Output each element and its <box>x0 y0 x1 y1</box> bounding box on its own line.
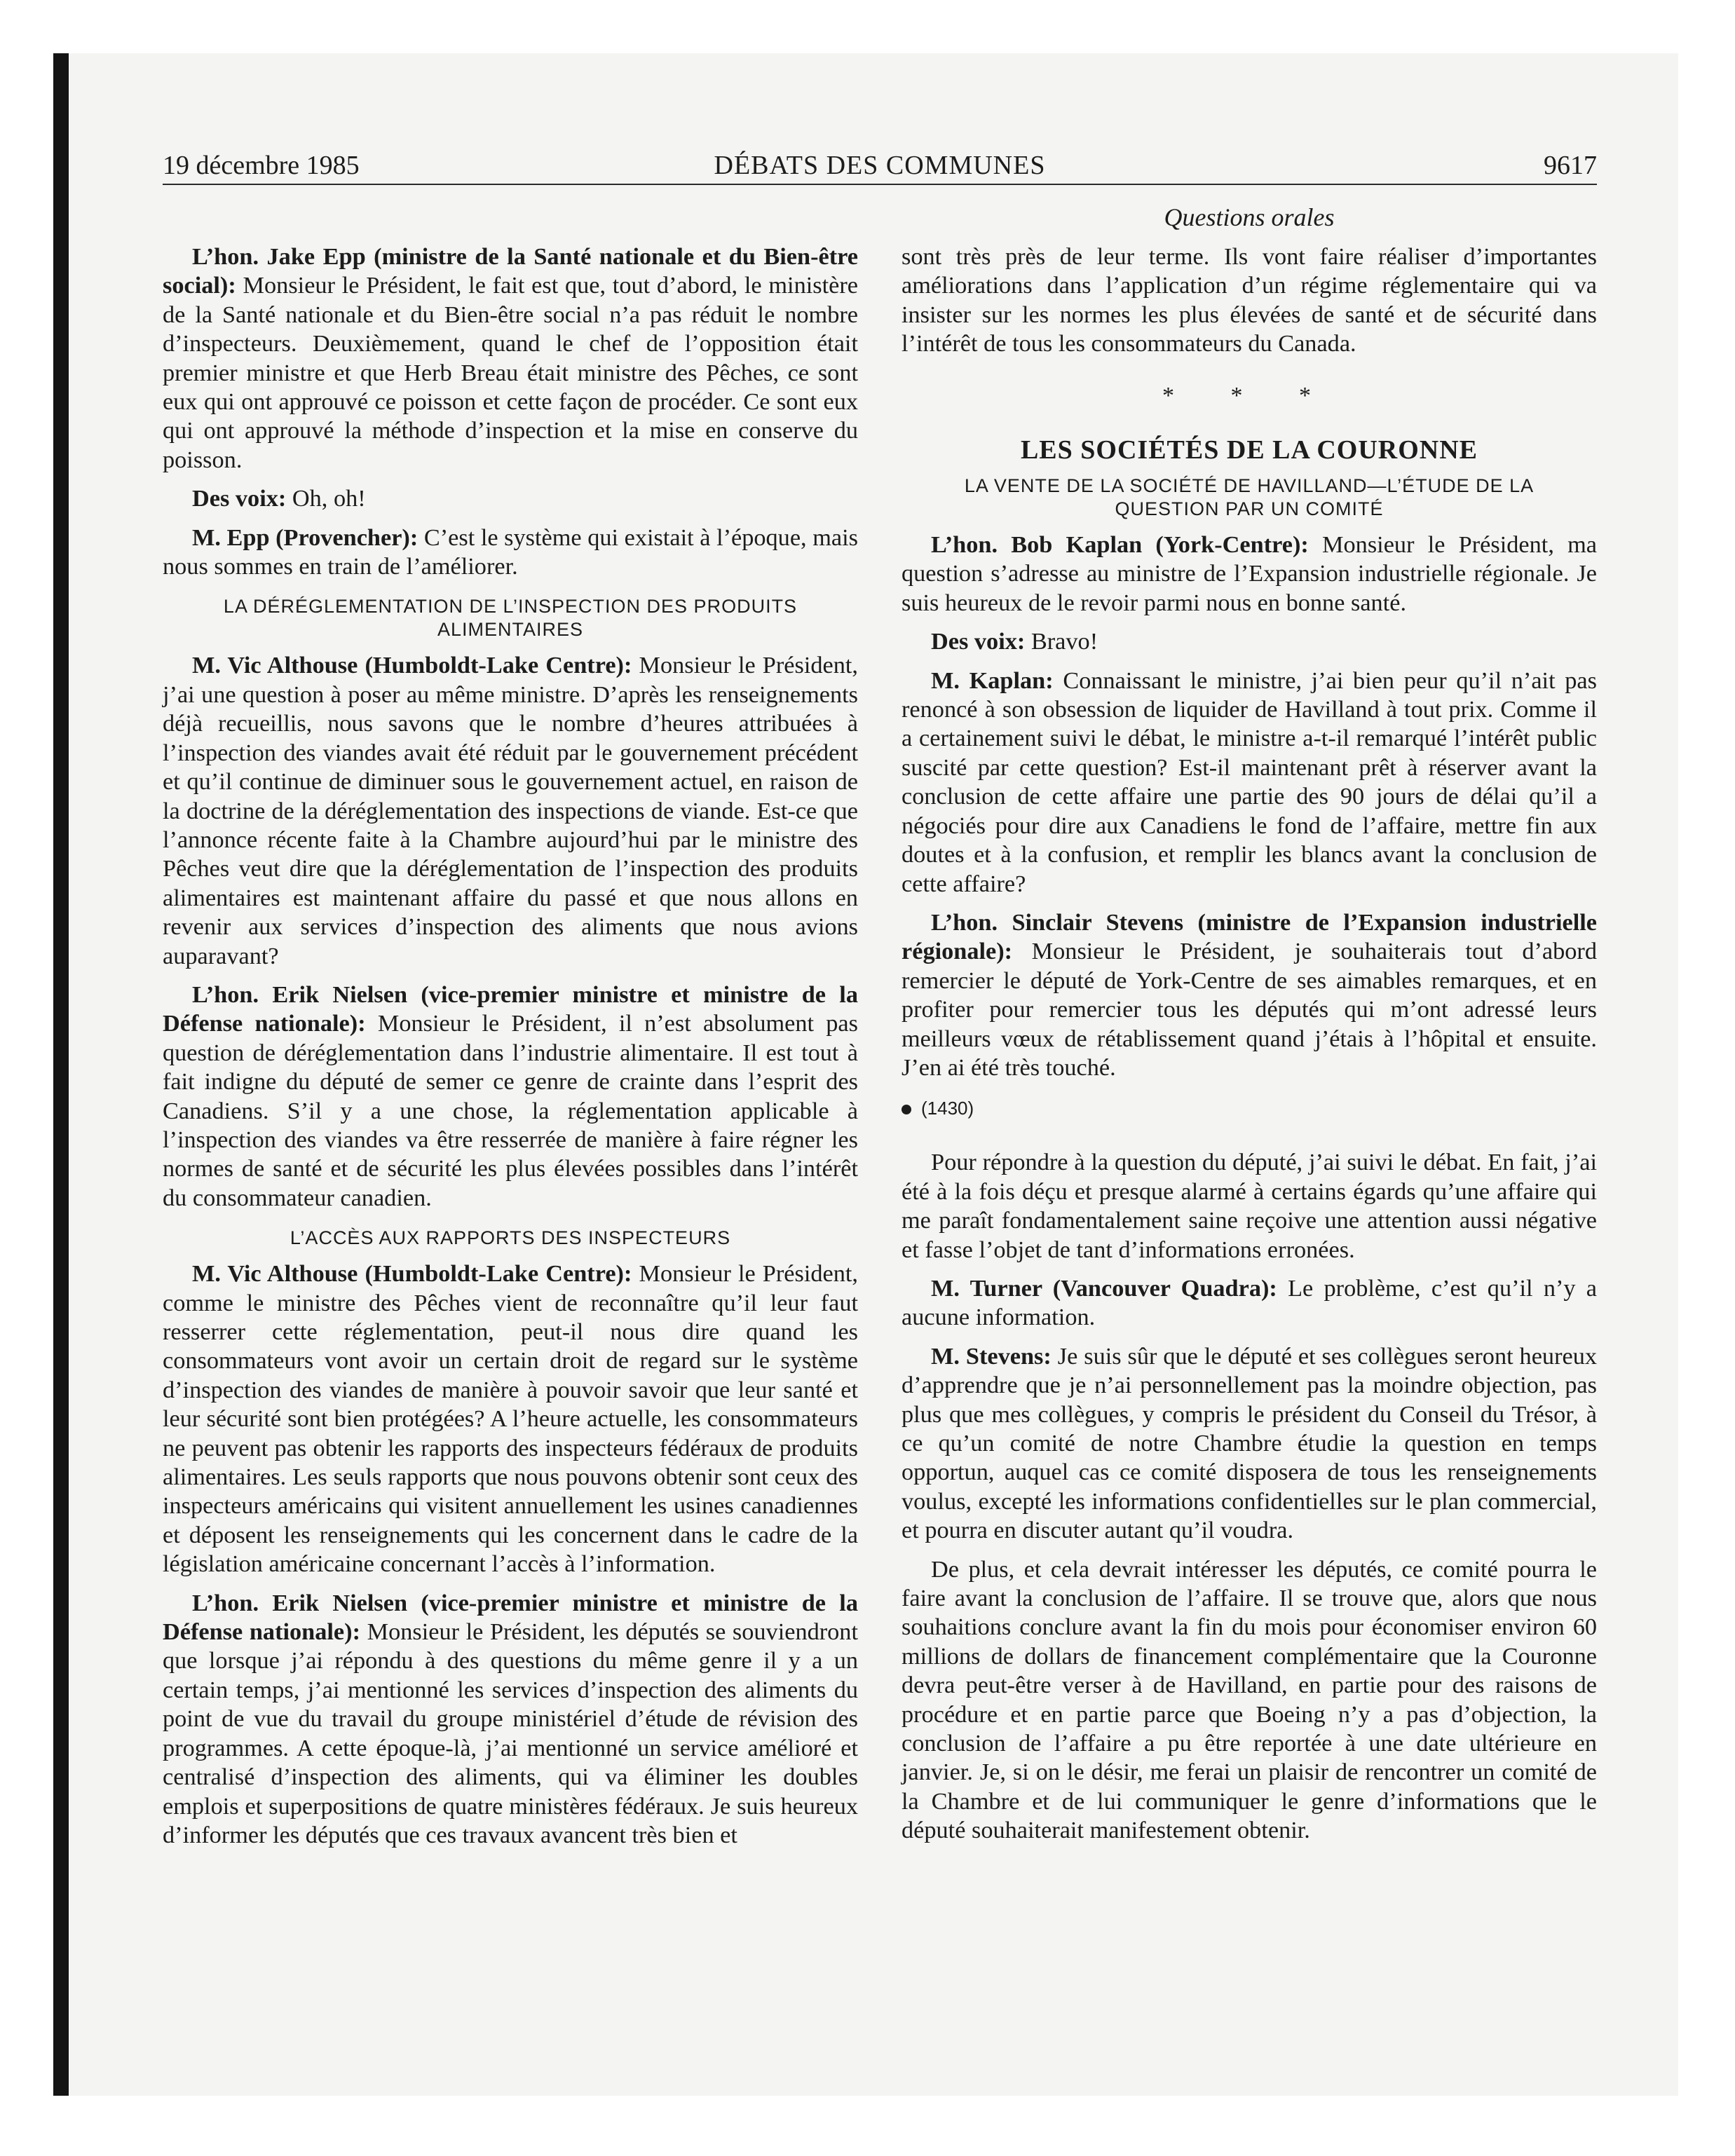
paragraph <box>163 484 858 513</box>
paragraph <box>901 1342 1597 1546</box>
running-header <box>163 147 1597 184</box>
subheading: LA DÉRÉGLEMENTATION DE L’INSPECTION DES PRODUITS ALIMENTAIRES <box>223 596 798 641</box>
speaker: M. Stevens: <box>931 1342 1052 1370</box>
speaker: Des voix: <box>192 485 287 512</box>
speech: Monsieur le Président, je souhaiterais tout d’abord remercier le député de York-Centre de ses aimables remarques, et en profiter pour remercier tous les députés qui m’ont adressé leurs meilleurs vœux de rétablissement quand j’étais à l’hôpital et ensuite. J’en ai été très touché. <box>901 938 1597 1081</box>
speech: Monsieur le Président, il n’est absolument pas question de déréglementation dans l’industrie alimentaire. Il est tout à fait indigne du député de semer ce genre de crainte dans l’esprit des Canadiens. S’il y a une chose, la réglementation applicable à l’inspection des viandes va être resserrée de manière à faire régner les normes de santé et de sécurité les plus élevées possibles dans l’intérêt du consommateur canadien. <box>163 1010 858 1211</box>
speaker: L’hon. Sinclair Stevens (ministre de l’Expansion industrielle régionale): <box>901 908 1597 965</box>
paragraph <box>901 1274 1597 1332</box>
paragraph: sont très près de leur terme. Ils vont faire réaliser d’importantes améliorations dans l’application d’un régime réglementaire qui va insister sur les normes les plus élevées de santé et de sécurité dans l’intérêt de tous les consommateurs du Canada. <box>901 243 1597 357</box>
paragraph <box>163 981 858 1213</box>
header-rule <box>163 184 1597 185</box>
section-separator: * * * <box>1162 382 1336 409</box>
speech: Oh, oh! <box>286 485 366 512</box>
speaker: L’hon. Bob Kaplan (York-Centre): <box>931 531 1309 559</box>
paragraph <box>163 1589 858 1850</box>
speaker: M. Vic Althouse (Humboldt-Lake Centre): <box>192 1260 632 1288</box>
paragraph <box>901 908 1597 1082</box>
scan-edge-shadow <box>53 53 69 2096</box>
speaker: M. Turner (Vancouver Quadra): <box>931 1274 1277 1302</box>
subheading: L’ACCÈS AUX RAPPORTS DES INSPECTEURS <box>290 1227 731 1249</box>
time-marker <box>901 1098 1597 1119</box>
bullet-dot-icon <box>901 1105 911 1114</box>
paragraph <box>163 651 858 970</box>
section-title: LES SOCIÉTÉS DE LA COURONNE <box>1020 435 1478 465</box>
time-marker-text: (1430) <box>921 1098 974 1119</box>
subheading: LA VENTE DE LA SOCIÉTÉ DE HAVILLAND—L’ÉTUDE DE LA QUESTION PAR UN COMITÉ <box>964 475 1535 520</box>
speech: Connaissant le ministre, j’ai bien peur qu’il n’ait pas renoncé à son obsession de liquider de Havilland à tout prix. Comme il a certainement suivi le débat, le ministre a-t-il remarqué l’intérêt public suscité par cette question? Est-il maintenant prêt à réserver avant la conclusion de cette affaire une partie des 90 jours de délai qu’il a négociés pour dire aux Canadiens le fond de l’affaire, mettre fin aux doutes et à la confusion, et remplir les blancs avant la conclusion de cette affaire? <box>901 667 1597 897</box>
speaker: L’hon. Erik Nielsen (vice-premier ministre et ministre de la Défense nationale): <box>163 981 858 1037</box>
header-date: 19 décembre 1985 <box>163 151 360 180</box>
speaker: M. Kaplan: <box>931 667 1054 694</box>
speaker: L’hon. Erik Nielsen (vice-premier ministre et ministre de la Défense nationale): <box>163 1589 858 1646</box>
section-label: Questions orales <box>1164 203 1335 231</box>
speech: Monsieur le Président, les députés se souviendront que lorsque j’ai répondu à des questions du même genre il y a un certain temps, j’ai mentionné les services d’inspection des aliments du point de vue du travail du groupe ministériel d’étude de révision des programmes. A cette époque-là, j’ai mentionné un service amélioré et centralisé d’inspection des aliments, qui va éliminer les doubles emplois et superpositions de quatre ministères fédéraux. Je suis heureux d’informer les députés que ces travaux avancent très bien et <box>163 1618 858 1848</box>
speech: C’est le système qui existait à l’époque, mais nous sommes en train de l’améliorer. <box>163 524 858 580</box>
speaker: M. Vic Althouse (Humboldt-Lake Centre): <box>192 652 632 679</box>
speaker: Des voix: <box>931 628 1026 655</box>
paragraph: De plus, et cela devrait intéresser les députés, ce comité pourra le faire avant la conclusion de l’affaire. Il se trouve que, alors que nous souhaitions conclure avant la fin du mois pour économiser environ 60 millions de dollars de financement complémentaire que la Couronne devra peut-être verser à de Havilland, en partie pour des raisons de procédure et en partie parce que Boeing n’y a pas d’objection, la conclusion de l’affaire a pu être reportée à une date ultérieure en janvier. Je, si on le désir, me ferai un plaisir de rencontrer un comité de la Chambre et de lui communiquer le genre d’informations que le député souhaiterait manifestement obtenir. <box>901 1555 1597 1844</box>
speech: Monsieur le Président, ma question s’adresse au ministre de l’Expansion industrielle régionale. Je suis heureux de le revoir parmi nous en bonne santé. <box>901 531 1598 616</box>
paragraph <box>901 667 1597 899</box>
paragraph <box>163 243 858 475</box>
speech: Je suis sûr que le député et ses collègues seront heureux d’apprendre que je n’ai personnellement pas la moindre objection, pas plus que mes collègues, y compris le président du Conseil du Trésor, à ce qu’un comité de notre Chambre étudie la question en temps opportun, auquel cas ce comité disposera de tous les renseignements voulus, excepté les informations confidentielles sur le plan commercial, et pourra en discuter autant qu’il voudra. <box>901 1342 1598 1544</box>
speech: Le problème, c’est qu’il n’y a aucune information. <box>901 1274 1598 1331</box>
header-title: DÉBATS DES COMMUNES <box>714 151 1046 180</box>
paragraph <box>901 627 1597 656</box>
page-number: 9617 <box>1544 151 1597 180</box>
speech: Bravo! <box>1025 628 1098 655</box>
speech: Monsieur le Président, j’ai une question à poser au même ministre. D’après les renseignements déjà recueillis, nous savons que le nombre d’heures attribuées à l’inspection des viandes avait été réduit par le gouvernement précédent et qu’il continue de diminuer sous le gouvernement actuel, en raison de la doctrine de la déréglementation des inspections de viande. Est-ce que l’annonce récente faite à la Chambre aujourd’hui par le ministre des Pêches veut dire que la déréglementation de l’inspection des produits alimentaires est maintenant affaire du passé et que nous allons en revenir aux services d’inspection des aliments que nous avions auparavant? <box>163 652 858 969</box>
paragraph: Pour répondre à la question du député, j’ai suivi le débat. En fait, j’ai été à la fois déçu et presque alarmé à certains égards qu’une affaire qui me paraît fondamentalement saine reçoive une attention aussi négative et fasse l’objet de tant d’informations erronées. <box>901 1149 1597 1263</box>
paragraph <box>163 1260 858 1578</box>
speaker: M. Epp (Provencher): <box>192 524 419 551</box>
right-column <box>901 243 1597 1855</box>
speaker: L’hon. Jake Epp (ministre de la Santé nationale et du Bien-être social): <box>163 243 858 299</box>
speech: Monsieur le Président, le fait est que, tout d’abord, le ministère de la Santé nationale et du Bien-être social n’a pas réduit le nombre d’inspecteurs. Deuxièmement, quand le chef de l’opposition était premier ministre et que Herb Breau était ministre des Pêches, ce sont eux qui ont approuvé ce poisson et cette façon de procéder. Ce sont eux qui ont approuvé la méthode d’inspection et la mise en conserve du poisson. <box>163 272 858 473</box>
paragraph <box>901 531 1597 618</box>
speech: Monsieur le Président, comme le ministre des Pêches vient de reconnaître qu’il leur faut resserrer cette réglementation, peut-il nous dire quand les consommateurs vont avoir un certain droit de regard sur le système d’inspection des viandes de manière à pouvoir savoir que leur santé et leur sécurité sont bien protégées? A l’heure actuelle, les consommateurs ne peuvent pas obtenir les rapports des inspecteurs fédéraux de produits alimentaires. Les seuls rapports que nous pouvons obtenir sont ceux des inspecteurs américains qui visitent annuellement les usines canadiennes et déposent les renseignements qui les concernent dans le cadre de la législation américaine concernant l’accès à l’information. <box>163 1260 858 1578</box>
left-column <box>163 243 858 1860</box>
paragraph <box>163 524 858 582</box>
